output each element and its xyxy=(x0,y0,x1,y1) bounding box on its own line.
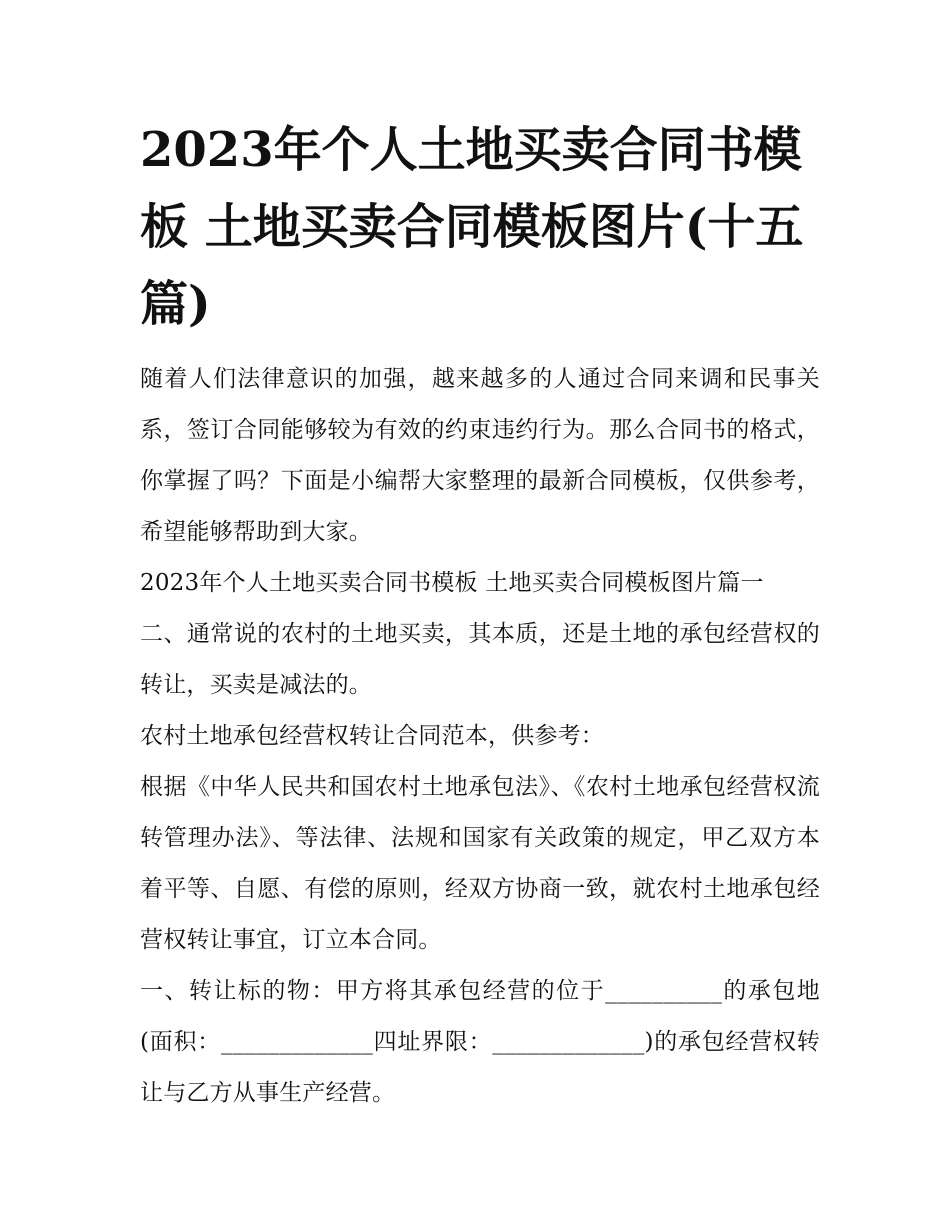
section-heading: 2023年个人土地买卖合同书模板 土地买卖合同模板图片篇一 xyxy=(140,570,764,596)
document-title: 2023年个人土地买卖合同书模板 土地买卖合同模板图片(十五篇) xyxy=(140,122,804,332)
body-paragraph: 农村土地承包经营权转让合同范本，供参考： xyxy=(140,723,604,749)
document-body xyxy=(140,354,820,1119)
body-paragraph: 一、转让标的物：甲方将其承包经营的位于__________的承包地(面积：_____________四址界限：_____________)的承包经营权转让与乙方从事生产经营。 xyxy=(140,978,820,1106)
intro-paragraph: 随着人们法律意识的加强，越来越多的人通过合同来调和民事关系，签订合同能够较为有效的约束违约行为。那么合同书的格式，你掌握了吗？下面是小编帮大家整理的最新合同模板，仅供参考，希望能够帮助到大家。 xyxy=(140,366,820,545)
body-paragraph: 二、通常说的农村的土地买卖，其本质，还是土地的承包经营权的转让，买卖是减法的。 xyxy=(140,621,820,698)
body-paragraph: 根据《中华人民共和国农村土地承包法》、《农村土地承包经营权流转管理办法》、等法律、法规和国家有关政策的规定，甲乙双方本着平等、自愿、有偿的原则，经双方协商一致，就农村土地承包经营权转让事宜，订立本合同。 xyxy=(140,774,820,953)
